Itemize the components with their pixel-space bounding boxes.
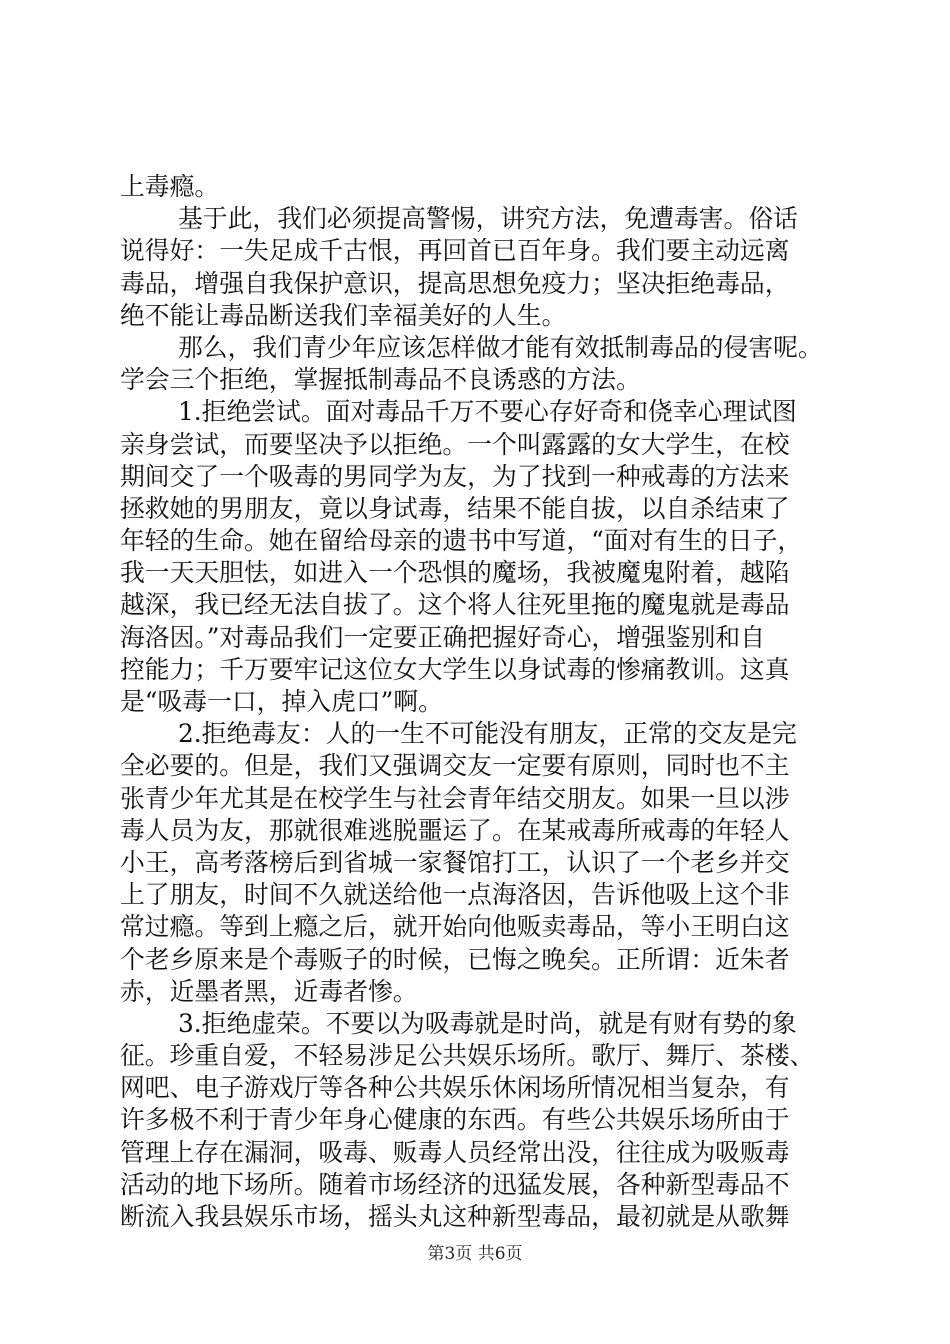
text-line: 活动的地下场所。随着市场经济的迅猛发展，各种新型毒品不	[120, 1169, 790, 1199]
text-line: 控能力；千万要牢记这位女大学生以身试毒的惨痛教训。这真	[120, 654, 790, 684]
text-line: 个老乡原来是个毒贩子的时候，已悔之晚矣。正所谓：近朱者	[120, 944, 790, 974]
text-line: 断流入我县娱乐市场，摇头丸这种新型毒品，最初就是从歌舞	[120, 1202, 790, 1231]
text-line: 征。珍重自爱，不轻易涉足公共娱乐场所。歌厅、舞厅、茶楼、	[120, 1041, 815, 1071]
text-line: 许多极不利于青少年身心健康的东西。有些公共娱乐场所由于	[120, 1105, 790, 1135]
page-footer	[0, 1243, 950, 1265]
text-line: 赤，近墨者黑，近毒者惨。	[120, 976, 418, 1006]
text-line: 网吧、电子游戏厅等各种公共娱乐休闲场所情况相当复杂，有	[120, 1073, 790, 1103]
text-line: 小王，高考落榜后到省城一家餐馆打工，认识了一个老乡并交	[120, 847, 790, 877]
text-line: 1.拒绝尝试。面对毒品千万不要心存好奇和侥幸心理试图	[178, 397, 797, 427]
text-line: 毒人员为友，那就很难逃脱噩运了。在某戒毒所戒毒的年轻人	[120, 815, 790, 845]
text-line: 我一天天胆怯，如进入一个恐惧的魔场，我被魔鬼附着，越陷	[120, 558, 790, 588]
text-line: 常过瘾。等到上瘾之后，就开始向他贩卖毒品，等小王明白这	[120, 912, 790, 942]
text-line: 2.拒绝毒友：人的一生不可能没有朋友，正常的交友是完	[178, 719, 797, 749]
text-line: 张青少年尤其是在校学生与社会青年结交朋友。如果一旦以涉	[120, 783, 790, 813]
text-line: 绝不能让毒品断送我们幸福美好的人生。	[120, 300, 567, 330]
text-line: 亲身尝试，而要坚决予以拒绝。一个叫露露的女大学生，在校	[120, 429, 790, 459]
text-line: 说得好：一失足成千古恨，再回首已百年身。我们要主动远离	[120, 236, 790, 266]
text-line: 3.拒绝虚荣。不要以为吸毒就是时尚，就是有财有势的象	[178, 1008, 797, 1038]
text-line: 越深，我已经无法自拔了。这个将人往死里拖的魔鬼就是毒品	[120, 590, 790, 620]
text-line: 那么，我们青少年应该怎样做才能有效抵制毒品的侵害呢。	[178, 332, 823, 362]
text-line: 管理上存在漏洞，吸毒、贩毒人员经常出没，往往成为吸贩毒	[120, 1137, 790, 1167]
text-line: 基于此，我们必须提高警惕，讲究方法，免遭毒害。俗话	[178, 204, 798, 234]
text-line: 毒品，增强自我保护意识，提高思想免疫力；坚决拒绝毒品，	[120, 268, 790, 298]
text-line: 学会三个拒绝，掌握抵制毒品不良诱惑的方法。	[120, 365, 641, 395]
text-line: 上毒瘾。	[120, 172, 220, 201]
text-line: 全必要的。但是，我们又强调交友一定要有原则，同时也不主	[120, 751, 790, 781]
text-line: 拯救她的男朋友，竟以身试毒，结果不能自拔，以自杀结束了	[120, 493, 790, 523]
text-line: 上了朋友，时间不久就送给他一点海洛因，告诉他吸上这个非	[120, 880, 790, 910]
document-body	[120, 171, 832, 1233]
text-line: 是“吸毒一口，掉入虎口”啊。	[120, 687, 443, 716]
text-line: 年轻的生命。她在留给母亲的遗书中写道，“面对有生的日子，	[120, 526, 803, 556]
text-line: 期间交了一个吸毒的男同学为友，为了找到一种戒毒的方法来	[120, 461, 790, 491]
text-line: 海洛因。”对毒品我们一定要正确把握好奇心，增强鉴别和自	[120, 622, 765, 652]
page-number-label: 第3页 共6页	[427, 1244, 523, 1264]
